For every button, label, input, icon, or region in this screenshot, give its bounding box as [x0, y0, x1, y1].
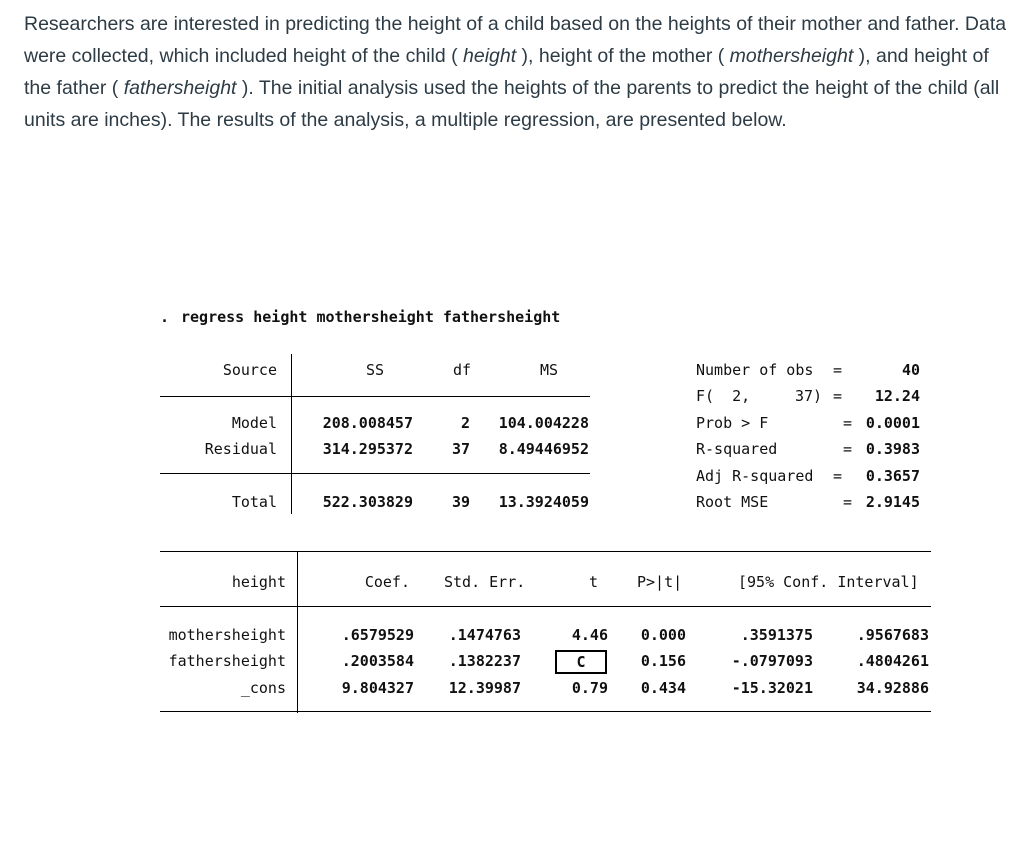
stat-equals: =: [843, 440, 853, 458]
coef-header-coef: Coef.: [364, 573, 410, 591]
coef-header-t: t: [588, 573, 598, 591]
coef-rule-top: [160, 551, 931, 552]
coef-header-ci: [95% Conf. Interval]: [738, 573, 919, 591]
coef-ci-high: 34.92886: [856, 679, 929, 697]
command-dot: .: [160, 308, 170, 326]
coef-header-dependent: height: [231, 573, 286, 591]
coef-ci-high: .4804261: [856, 652, 929, 670]
coef-se: .1382237: [448, 652, 521, 670]
var-height: height: [463, 45, 517, 67]
coef-value: .2003584: [341, 652, 414, 670]
stat-label: Root MSE: [696, 493, 769, 511]
anova-df: 2: [460, 414, 470, 432]
stat-value: 2.9145: [865, 493, 920, 511]
stat-equals: =: [833, 387, 843, 405]
stat-label: R-squared: [696, 440, 778, 458]
stat-label: F( 2,: [696, 387, 751, 405]
stat-equals: =: [843, 493, 853, 511]
coef-ci-low: .3591375: [740, 626, 813, 644]
regress-command: regress height mothersheight fathersheight: [181, 308, 561, 326]
coef-header-p: P>|t|: [637, 573, 683, 591]
stat-equals: =: [833, 361, 843, 379]
coef-var: fathersheight: [168, 652, 286, 670]
coef-t: 4.46: [571, 626, 608, 644]
anova-ss: 314.295372: [322, 440, 413, 458]
coef-rule-middle: [160, 606, 931, 607]
anova-header-df: df: [453, 361, 472, 379]
anova-source: Residual: [204, 440, 277, 458]
stat-value: 0.0001: [865, 414, 920, 432]
coef-p: 0.156: [640, 652, 686, 670]
anova-header-ss: SS: [366, 361, 385, 379]
anova-total-source: Total: [231, 493, 277, 511]
intro-text-2: ), height of the mother (: [516, 45, 730, 67]
anova-source: Model: [231, 414, 277, 432]
anova-ms: 104.004228: [498, 414, 589, 432]
anova-rule-top: [160, 396, 590, 397]
anova-divider-vertical: [291, 354, 292, 514]
anova-ms: 8.49446952: [498, 440, 589, 458]
stat-value: 0.3983: [865, 440, 920, 458]
coef-p: 0.000: [640, 626, 686, 644]
coef-value: 9.804327: [341, 679, 414, 697]
anova-total-ms: 13.3924059: [498, 493, 589, 511]
stat-equals: =: [833, 467, 843, 485]
coef-var: _cons: [240, 679, 286, 697]
intro-text-3: ), and height of the father (: [24, 45, 989, 99]
stat-label: Number of obs: [696, 361, 814, 379]
anova-header-source: Source: [222, 361, 277, 379]
intro-text-1: Researchers are interested in predicting the height of a child based on the heights of their mother and father. Data were collected, which included height of the child (: [24, 13, 1007, 67]
coef-ci-low: -15.32021: [731, 679, 813, 697]
blank-t-box: C: [555, 650, 607, 674]
problem-statement: [24, 8, 1014, 136]
coef-t: 0.79: [571, 679, 608, 697]
coef-se: 12.39987: [448, 679, 521, 697]
stat-value: 0.3657: [865, 467, 920, 485]
intro-text-4: ). The initial analysis used the heights of the parents to predict the height of the child (all units are inches). The results of the analysis, a multiple regression, are presented below.: [24, 77, 1000, 131]
coef-divider-vertical: [297, 551, 298, 713]
stat-label-df2: 37): [795, 387, 823, 405]
coef-ci-low: -.0797093: [731, 652, 813, 670]
coef-rule-bottom: [160, 711, 931, 712]
coef-value: .6579529: [341, 626, 414, 644]
anova-header-ms: MS: [540, 361, 559, 379]
anova-ss: 208.008457: [322, 414, 413, 432]
stat-label: Prob > F: [696, 414, 769, 432]
stat-value: 40: [901, 361, 920, 379]
var-fathersheight: fathersheight: [123, 77, 237, 99]
anova-total-df: 39: [451, 493, 470, 511]
coef-header-se: Std. Err.: [444, 573, 526, 591]
coef-p: 0.434: [640, 679, 686, 697]
stat-label: Adj R-squared: [696, 467, 814, 485]
coef-ci-high: .9567683: [856, 626, 929, 644]
coef-se: .1474763: [448, 626, 521, 644]
var-mothersheight: mothersheight: [729, 45, 854, 67]
coef-var: mothersheight: [168, 626, 286, 644]
stat-value: 12.24: [874, 387, 920, 405]
anova-total-ss: 522.303829: [322, 493, 413, 511]
stat-equals: =: [843, 414, 853, 432]
anova-rule-bottom: [160, 473, 590, 474]
anova-df: 37: [451, 440, 470, 458]
